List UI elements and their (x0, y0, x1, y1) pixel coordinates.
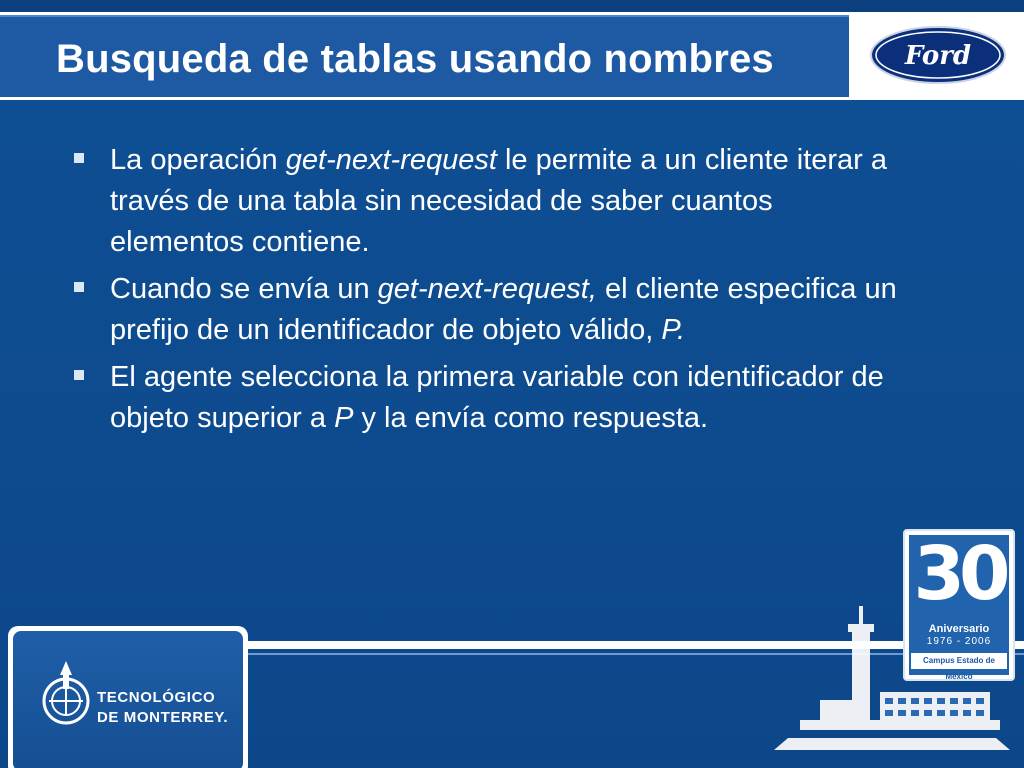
bullet-text: el cliente especifica un prefijo de un identificador de objeto válido, (110, 273, 897, 346)
slide-title: Busqueda de tablas usando nombres (56, 37, 774, 81)
bullet-text: y la envía como respuesta. (353, 402, 709, 434)
bullet-text: le permite a un cliente iterar a través de una tabla sin necesidad de saber cuantos elementos contiene. (110, 144, 888, 258)
ford-logo (869, 25, 1007, 85)
title-bar (0, 12, 855, 100)
institution-panel-inner (13, 631, 243, 768)
anniversary-number: 30 (913, 531, 1005, 617)
institution-name-line2: DE MONTERREY. (97, 709, 229, 726)
bullet-text-italic: get-next-request (285, 144, 497, 176)
anniversary-badge (903, 529, 1015, 681)
institution-name-line1: TECNOLÓGICO (97, 689, 216, 706)
institution-panel (8, 626, 248, 768)
bullet-list (70, 140, 900, 445)
bullet-text-italic: P. (661, 314, 686, 346)
ford-wordmark: Ford (904, 41, 972, 71)
anniversary-label: Aniversario (928, 623, 990, 635)
bullet-text-italic: P (334, 402, 354, 434)
bullet-text-italic: get-next-request, (377, 273, 597, 305)
tec-emblem-icon (39, 657, 93, 729)
ford-logo-box (855, 12, 1024, 100)
bullet-text: Cuando se envía un (110, 273, 378, 305)
bullet-item (70, 269, 900, 351)
bullet-square-icon (74, 153, 84, 163)
title-bar-inner (0, 15, 849, 97)
anniversary-campus: Campus Estado de México (911, 653, 1007, 669)
bullet-text: El agente selecciona la primera variable con identificador de objeto superior a (110, 361, 884, 434)
anniversary-years: 1976 - 2006 (926, 636, 992, 647)
bullet-text: La operación (110, 144, 286, 176)
bullet-square-icon (74, 282, 84, 292)
bullet-item (70, 357, 900, 439)
top-band (0, 0, 1024, 12)
anniversary-badge-inner (909, 531, 1009, 681)
bullet-square-icon (74, 370, 84, 380)
bullet-item (70, 140, 900, 263)
